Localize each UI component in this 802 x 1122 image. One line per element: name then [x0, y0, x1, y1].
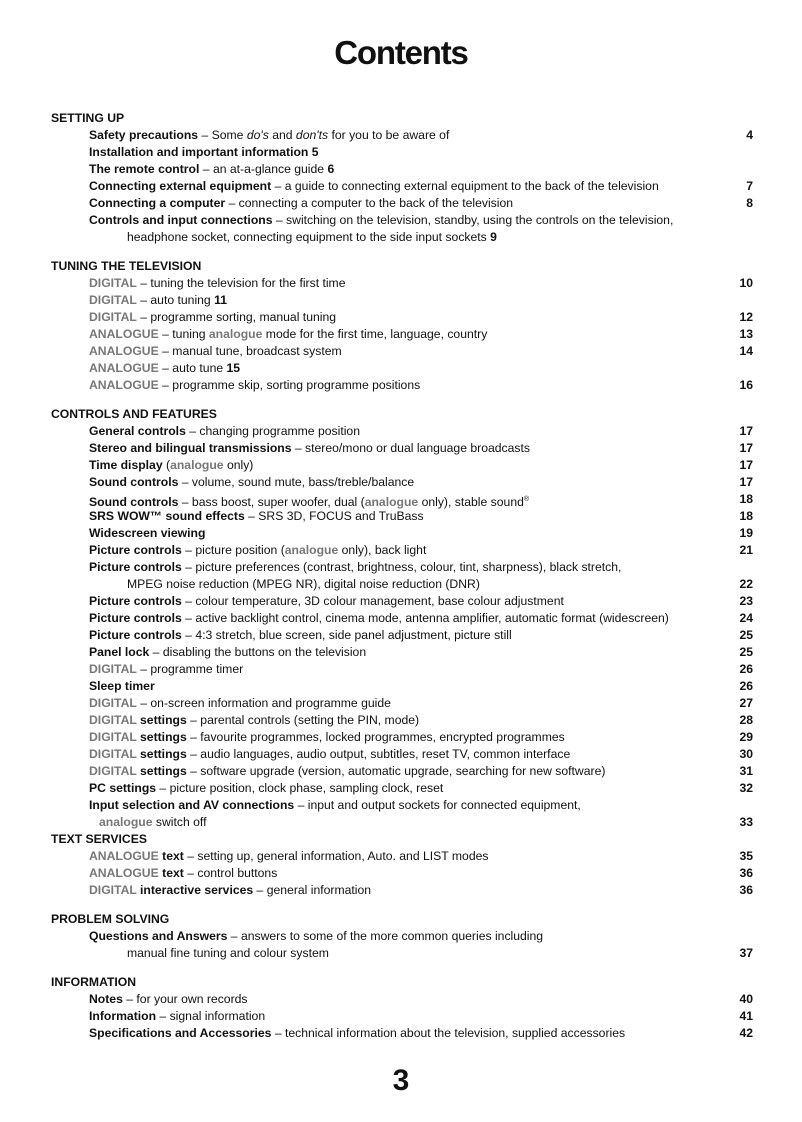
- entry-text: – audio languages, audio output, subtitles, reset TV, common interface: [186, 747, 571, 761]
- entry-page-number: 24: [739, 611, 753, 625]
- entry-page-number: 19: [739, 526, 753, 540]
- entry-bold-text: 9: [490, 230, 497, 244]
- entry-line: [89, 1008, 709, 1025]
- toc-section: [51, 911, 753, 962]
- entry-line: [89, 326, 709, 343]
- entry-page-number: 37: [739, 946, 753, 960]
- entry-text: – picture preferences (contrast, brightness, colour, tint, sharpness), black stretch,: [181, 560, 622, 574]
- entry-line: [89, 309, 709, 326]
- toc-entry[interactable]: [51, 178, 753, 195]
- toc-entry[interactable]: [51, 474, 753, 491]
- entry-text: – connecting a computer to the back of the television: [225, 196, 514, 210]
- mode-label: DIGITAL: [89, 764, 137, 778]
- entry-text: – answers to some of the more common queries including: [227, 929, 544, 943]
- entry-bold-text: Time display: [89, 458, 163, 472]
- entry-line: [89, 474, 709, 491]
- entry-line: [89, 161, 709, 178]
- toc-entry[interactable]: [51, 848, 753, 865]
- entry-text: – manual tune, broadcast system: [158, 344, 342, 358]
- toc-entry[interactable]: [51, 212, 753, 246]
- entry-bold-text: 6: [327, 162, 335, 176]
- entry-line: [89, 928, 709, 945]
- entry-page-number: 30: [739, 747, 753, 761]
- mode-label: ANALOGUE: [89, 866, 159, 880]
- entry-text: – 4:3 stretch, blue screen, side panel adjustment, picture still: [181, 628, 512, 642]
- entry-page-number: 25: [739, 645, 753, 659]
- entry-page-number: 40: [739, 992, 753, 1006]
- section-heading: TUNING THE TELEVISION: [51, 259, 202, 273]
- mode-label: DIGITAL: [89, 883, 137, 897]
- entry-text: – Some: [198, 128, 247, 142]
- entry-text: headphone socket, connecting equipment to the side input sockets: [127, 230, 491, 244]
- entry-bold-text: Questions and Answers: [89, 929, 228, 943]
- mode-label: ANALOGUE: [89, 849, 159, 863]
- entry-bold-text: Stereo and bilingual transmissions: [89, 441, 292, 455]
- toc-entry[interactable]: [51, 882, 753, 899]
- entry-page-number: 17: [739, 458, 753, 472]
- mode-label: ANALOGUE: [89, 327, 159, 341]
- entry-text: – stereo/mono or dual language broadcasts: [291, 441, 530, 455]
- toc-entry[interactable]: [51, 661, 753, 678]
- entry-bold-text: settings: [136, 713, 187, 727]
- mode-label: ANALOGUE: [89, 344, 159, 358]
- mode-label: analogue: [364, 495, 419, 510]
- entry-bold-text: Picture controls: [89, 611, 182, 625]
- entry-italic-text: do's: [246, 128, 269, 142]
- toc-entry[interactable]: [51, 729, 753, 746]
- entry-page-number: 33: [739, 815, 753, 829]
- entry-page-number: 22: [739, 577, 753, 591]
- entry-text: – tuning the television for the first time: [136, 276, 346, 290]
- section-heading: INFORMATION: [51, 975, 137, 989]
- entry-line: [89, 848, 709, 865]
- entry-line: [89, 457, 709, 474]
- toc-entry[interactable]: [51, 377, 753, 394]
- toc-section: [51, 974, 753, 1042]
- toc-entry[interactable]: [51, 542, 753, 559]
- entry-line: [89, 644, 709, 661]
- entry-text: – picture position, clock phase, sampling clock, reset: [156, 781, 444, 795]
- entry-page-number: 25: [739, 628, 753, 642]
- toc-entry[interactable]: [51, 928, 753, 962]
- toc-entry[interactable]: [51, 678, 753, 695]
- entry-text: – active backlight control, cinema mode, antenna amplifier, automatic format (widescreen): [181, 611, 669, 625]
- toc-entry[interactable]: [51, 695, 753, 712]
- entry-line: [89, 377, 709, 394]
- entry-bold-text: Notes: [89, 992, 123, 1006]
- entry-line: [89, 292, 709, 309]
- entry-page-number: 7: [746, 179, 753, 193]
- entry-page-number: 10: [739, 276, 753, 290]
- toc-entry[interactable]: [51, 797, 753, 831]
- toc-entry[interactable]: [51, 610, 753, 627]
- entry-page-number: 23: [739, 594, 753, 608]
- entry-bold-text: Sound controls: [89, 475, 179, 489]
- entry-page-number: 18: [739, 509, 753, 523]
- entry-line: [89, 525, 709, 542]
- entry-page-number: 29: [739, 730, 753, 744]
- entry-page-number: 17: [739, 441, 753, 455]
- toc-entry[interactable]: [51, 309, 753, 326]
- toc-entry[interactable]: [51, 360, 753, 377]
- page-number: 3: [392, 1064, 410, 1097]
- toc-entry[interactable]: [51, 440, 753, 457]
- mode-label: DIGITAL: [89, 310, 137, 324]
- entry-line: [89, 178, 709, 195]
- entry-line: [89, 508, 709, 525]
- toc-entry[interactable]: [51, 491, 753, 508]
- toc-entry[interactable]: [51, 292, 753, 309]
- entry-text: – for your own records: [122, 992, 248, 1006]
- entry-bold-text: Panel lock: [89, 645, 150, 659]
- entry-text: for you to be aware of: [328, 128, 450, 142]
- toc-entry[interactable]: [51, 712, 753, 729]
- entry-line: [89, 763, 709, 780]
- entry-text: – picture position (: [181, 543, 285, 557]
- entry-line: [89, 542, 709, 559]
- page-title: Contents: [334, 34, 468, 71]
- entry-text: manual fine tuning and colour system: [127, 946, 329, 960]
- entry-line: [89, 746, 709, 763]
- entry-line: [89, 144, 709, 161]
- toc-section: [51, 831, 753, 899]
- entry-line: [89, 491, 709, 508]
- section-heading: PROBLEM SOLVING: [51, 912, 170, 926]
- entry-line: [89, 343, 709, 360]
- entry-bold-text: Information: [89, 1009, 157, 1023]
- entry-line: [89, 695, 709, 712]
- toc-entry[interactable]: [51, 127, 753, 144]
- entry-line: [89, 195, 709, 212]
- entry-text: – switching on the television, standby, using the controls on the television,: [272, 213, 674, 227]
- entry-text: – programme skip, sorting programme positions: [158, 378, 421, 392]
- entry-text: only), back light: [338, 543, 427, 557]
- toc-entry[interactable]: [51, 326, 753, 343]
- entry-page-number: 27: [739, 696, 753, 710]
- mode-label: DIGITAL: [89, 747, 137, 761]
- entry-page-number: 18: [739, 492, 753, 506]
- entry-continuation-line: [89, 945, 709, 962]
- entry-text: and: [268, 128, 296, 142]
- mode-label: DIGITAL: [89, 293, 137, 307]
- entry-bold-text: Connecting a computer: [89, 196, 226, 210]
- registered-mark: ®: [523, 496, 530, 503]
- toc-entry[interactable]: [51, 991, 753, 1008]
- entry-text: – tuning: [158, 327, 209, 341]
- entry-text: – setting up, general information, Auto. and LIST modes: [183, 849, 489, 863]
- entry-text: – auto tuning: [136, 293, 215, 307]
- entry-page-number: 13: [739, 327, 753, 341]
- section-heading: SETTING UP: [51, 111, 125, 125]
- entry-bold-text: 5: [311, 145, 319, 159]
- entry-line: [89, 1025, 709, 1042]
- toc-entry[interactable]: [51, 457, 753, 474]
- toc-section: [51, 258, 753, 394]
- entry-bold-text: Sound controls: [89, 495, 179, 510]
- toc-entry[interactable]: [51, 780, 753, 797]
- mode-label: analogue: [208, 327, 263, 341]
- mode-label: ANALOGUE: [89, 361, 159, 375]
- mode-label: DIGITAL: [89, 276, 137, 290]
- entry-line: [89, 627, 709, 644]
- entry-text: – disabling the buttons on the television: [149, 645, 367, 659]
- entry-line: [89, 780, 709, 797]
- entry-page-number: 12: [739, 310, 753, 324]
- toc-section: [51, 406, 753, 831]
- toc-entry[interactable]: [51, 746, 753, 763]
- entry-page-number: 17: [739, 475, 753, 489]
- toc-entry[interactable]: [51, 195, 753, 212]
- entry-text: mode for the first time, language, country: [262, 327, 488, 341]
- entry-bold-text: SRS WOW™ sound effects: [89, 509, 245, 523]
- toc-entry[interactable]: [51, 559, 753, 593]
- entry-line: [89, 991, 709, 1008]
- entry-bold-text: The remote control: [89, 162, 200, 176]
- toc-entry[interactable]: [51, 865, 753, 882]
- entry-page-number: 36: [739, 883, 753, 897]
- entry-text: – signal information: [156, 1009, 266, 1023]
- entry-text: – a guide to connecting external equipment to the back of the television: [271, 179, 659, 193]
- entry-bold-text: settings: [136, 730, 187, 744]
- entry-line: [89, 729, 709, 746]
- mode-label: DIGITAL: [89, 662, 137, 676]
- entry-text: – auto tune: [158, 361, 227, 375]
- entry-line: [89, 127, 709, 144]
- section-heading: CONTROLS AND FEATURES: [51, 407, 217, 421]
- entry-bold-text: Picture controls: [89, 594, 182, 608]
- mode-label: ANALOGUE: [89, 378, 159, 392]
- entry-page-number: 26: [739, 679, 753, 693]
- toc-entry[interactable]: [51, 508, 753, 525]
- entry-continuation-line: [89, 814, 709, 831]
- entry-line: [89, 423, 709, 440]
- entry-text: – input and output sockets for connected equipment,: [294, 798, 581, 812]
- entry-page-number: 17: [739, 424, 753, 438]
- entry-italic-text: don'ts: [295, 128, 329, 142]
- entry-bold-text: Input selection and AV connections: [89, 798, 295, 812]
- entry-line: [89, 212, 709, 229]
- entry-page-number: 4: [746, 128, 753, 142]
- entry-text: – bass boost, super woofer, dual (: [178, 495, 365, 510]
- entry-bold-text: Connecting external equipment: [89, 179, 272, 193]
- entry-line: [89, 610, 709, 627]
- entry-bold-text: PC settings: [89, 781, 157, 795]
- entry-text: – favourite programmes, locked programmes, encrypted programmes: [186, 730, 565, 744]
- entry-bold-text: Sleep timer: [89, 679, 155, 693]
- entry-text: – control buttons: [183, 866, 278, 880]
- entry-page-number: 16: [739, 378, 753, 392]
- toc-entry[interactable]: [51, 423, 753, 440]
- entry-text: MPEG noise reduction (MPEG NR), digital noise reduction (DNR): [127, 577, 480, 591]
- toc-entry[interactable]: [51, 763, 753, 780]
- entry-text: – programme timer: [136, 662, 244, 676]
- entry-text: – changing programme position: [185, 424, 360, 438]
- entry-line: [89, 559, 709, 576]
- entry-page-number: 35: [739, 849, 753, 863]
- entry-text: – technical information about the television, supplied accessories: [271, 1026, 626, 1040]
- entry-text: – software upgrade (version, automatic upgrade, searching for new software): [186, 764, 606, 778]
- entry-text: – SRS 3D, FOCUS and TruBass: [244, 509, 424, 523]
- entry-line: [89, 360, 709, 377]
- entry-bold-text: 11: [214, 293, 227, 307]
- entry-bold-text: text: [158, 866, 184, 880]
- entry-line: [89, 678, 709, 695]
- entry-bold-text: Controls and input connections: [89, 213, 273, 227]
- entry-bold-text: Widescreen viewing: [89, 526, 206, 540]
- entry-line: [89, 712, 709, 729]
- entry-page-number: 32: [739, 781, 753, 795]
- entry-bold-text: Installation and important information: [89, 145, 309, 159]
- toc-section: [51, 110, 753, 246]
- mode-label: analogue: [99, 815, 153, 829]
- section-heading: TEXT SERVICES: [51, 832, 147, 846]
- entry-line: [89, 440, 709, 457]
- entry-line: [89, 865, 709, 882]
- toc-entry[interactable]: [51, 161, 753, 178]
- mode-label: DIGITAL: [89, 696, 137, 710]
- entry-text: – on-screen information and programme guide: [136, 696, 391, 710]
- toc-entry[interactable]: [51, 525, 753, 542]
- mode-label: analogue: [170, 458, 224, 472]
- entry-text: (: [162, 458, 171, 472]
- entry-page-number: 31: [739, 764, 753, 778]
- entry-text: – parental controls (setting the PIN, mode): [186, 713, 420, 727]
- entry-text: – colour temperature, 3D colour management, base colour adjustment: [181, 594, 564, 608]
- entry-bold-text: Picture controls: [89, 628, 182, 642]
- entry-bold-text: 15: [226, 361, 241, 375]
- entry-bold-text: Picture controls: [89, 543, 182, 557]
- entry-page-number: 36: [739, 866, 753, 880]
- toc-entry[interactable]: [51, 593, 753, 610]
- entry-page-number: 42: [739, 1026, 753, 1040]
- entry-continuation-line: [89, 576, 709, 593]
- entry-page-number: 41: [739, 1009, 753, 1023]
- entry-text: switch off: [152, 815, 207, 829]
- entry-line: [89, 882, 709, 899]
- entry-text: only), stable sound: [418, 495, 524, 510]
- entry-line: [89, 593, 709, 610]
- entry-bold-text: General controls: [89, 424, 186, 438]
- entry-text: – an at-a-glance guide: [199, 162, 328, 176]
- toc-entry[interactable]: [51, 275, 753, 292]
- entry-line: [89, 275, 709, 292]
- toc-entry[interactable]: [51, 1025, 753, 1042]
- entry-bold-text: text: [158, 849, 184, 863]
- mode-label: DIGITAL: [89, 730, 137, 744]
- entry-bold-text: settings: [136, 764, 187, 778]
- toc-entry[interactable]: [51, 644, 753, 661]
- entry-continuation-line: [89, 229, 709, 246]
- entry-bold-text: settings: [136, 747, 187, 761]
- mode-label: analogue: [284, 543, 339, 557]
- entry-page-number: 26: [739, 662, 753, 676]
- toc-entry[interactable]: [51, 144, 753, 161]
- entry-line: [89, 797, 709, 814]
- table-of-contents: [51, 110, 753, 1054]
- entry-text: – volume, sound mute, bass/treble/balance: [178, 475, 415, 489]
- entry-bold-text: Picture controls: [89, 560, 182, 574]
- toc-entry[interactable]: [51, 627, 753, 644]
- toc-entry[interactable]: [51, 343, 753, 360]
- entry-page-number: 14: [739, 344, 753, 358]
- entry-text: only): [223, 458, 254, 472]
- mode-label: DIGITAL: [89, 713, 137, 727]
- entry-page-number: 21: [739, 543, 753, 557]
- entry-text: – general information: [253, 883, 372, 897]
- entry-bold-text: Specifications and Accessories: [89, 1026, 272, 1040]
- entry-page-number: 8: [746, 196, 753, 210]
- entry-line: [89, 661, 709, 678]
- entry-text: – programme sorting, manual tuning: [136, 310, 337, 324]
- entry-bold-text: interactive services: [136, 883, 254, 897]
- entry-bold-text: Safety precautions: [89, 128, 199, 142]
- toc-entry[interactable]: [51, 1008, 753, 1025]
- entry-page-number: 28: [739, 713, 753, 727]
